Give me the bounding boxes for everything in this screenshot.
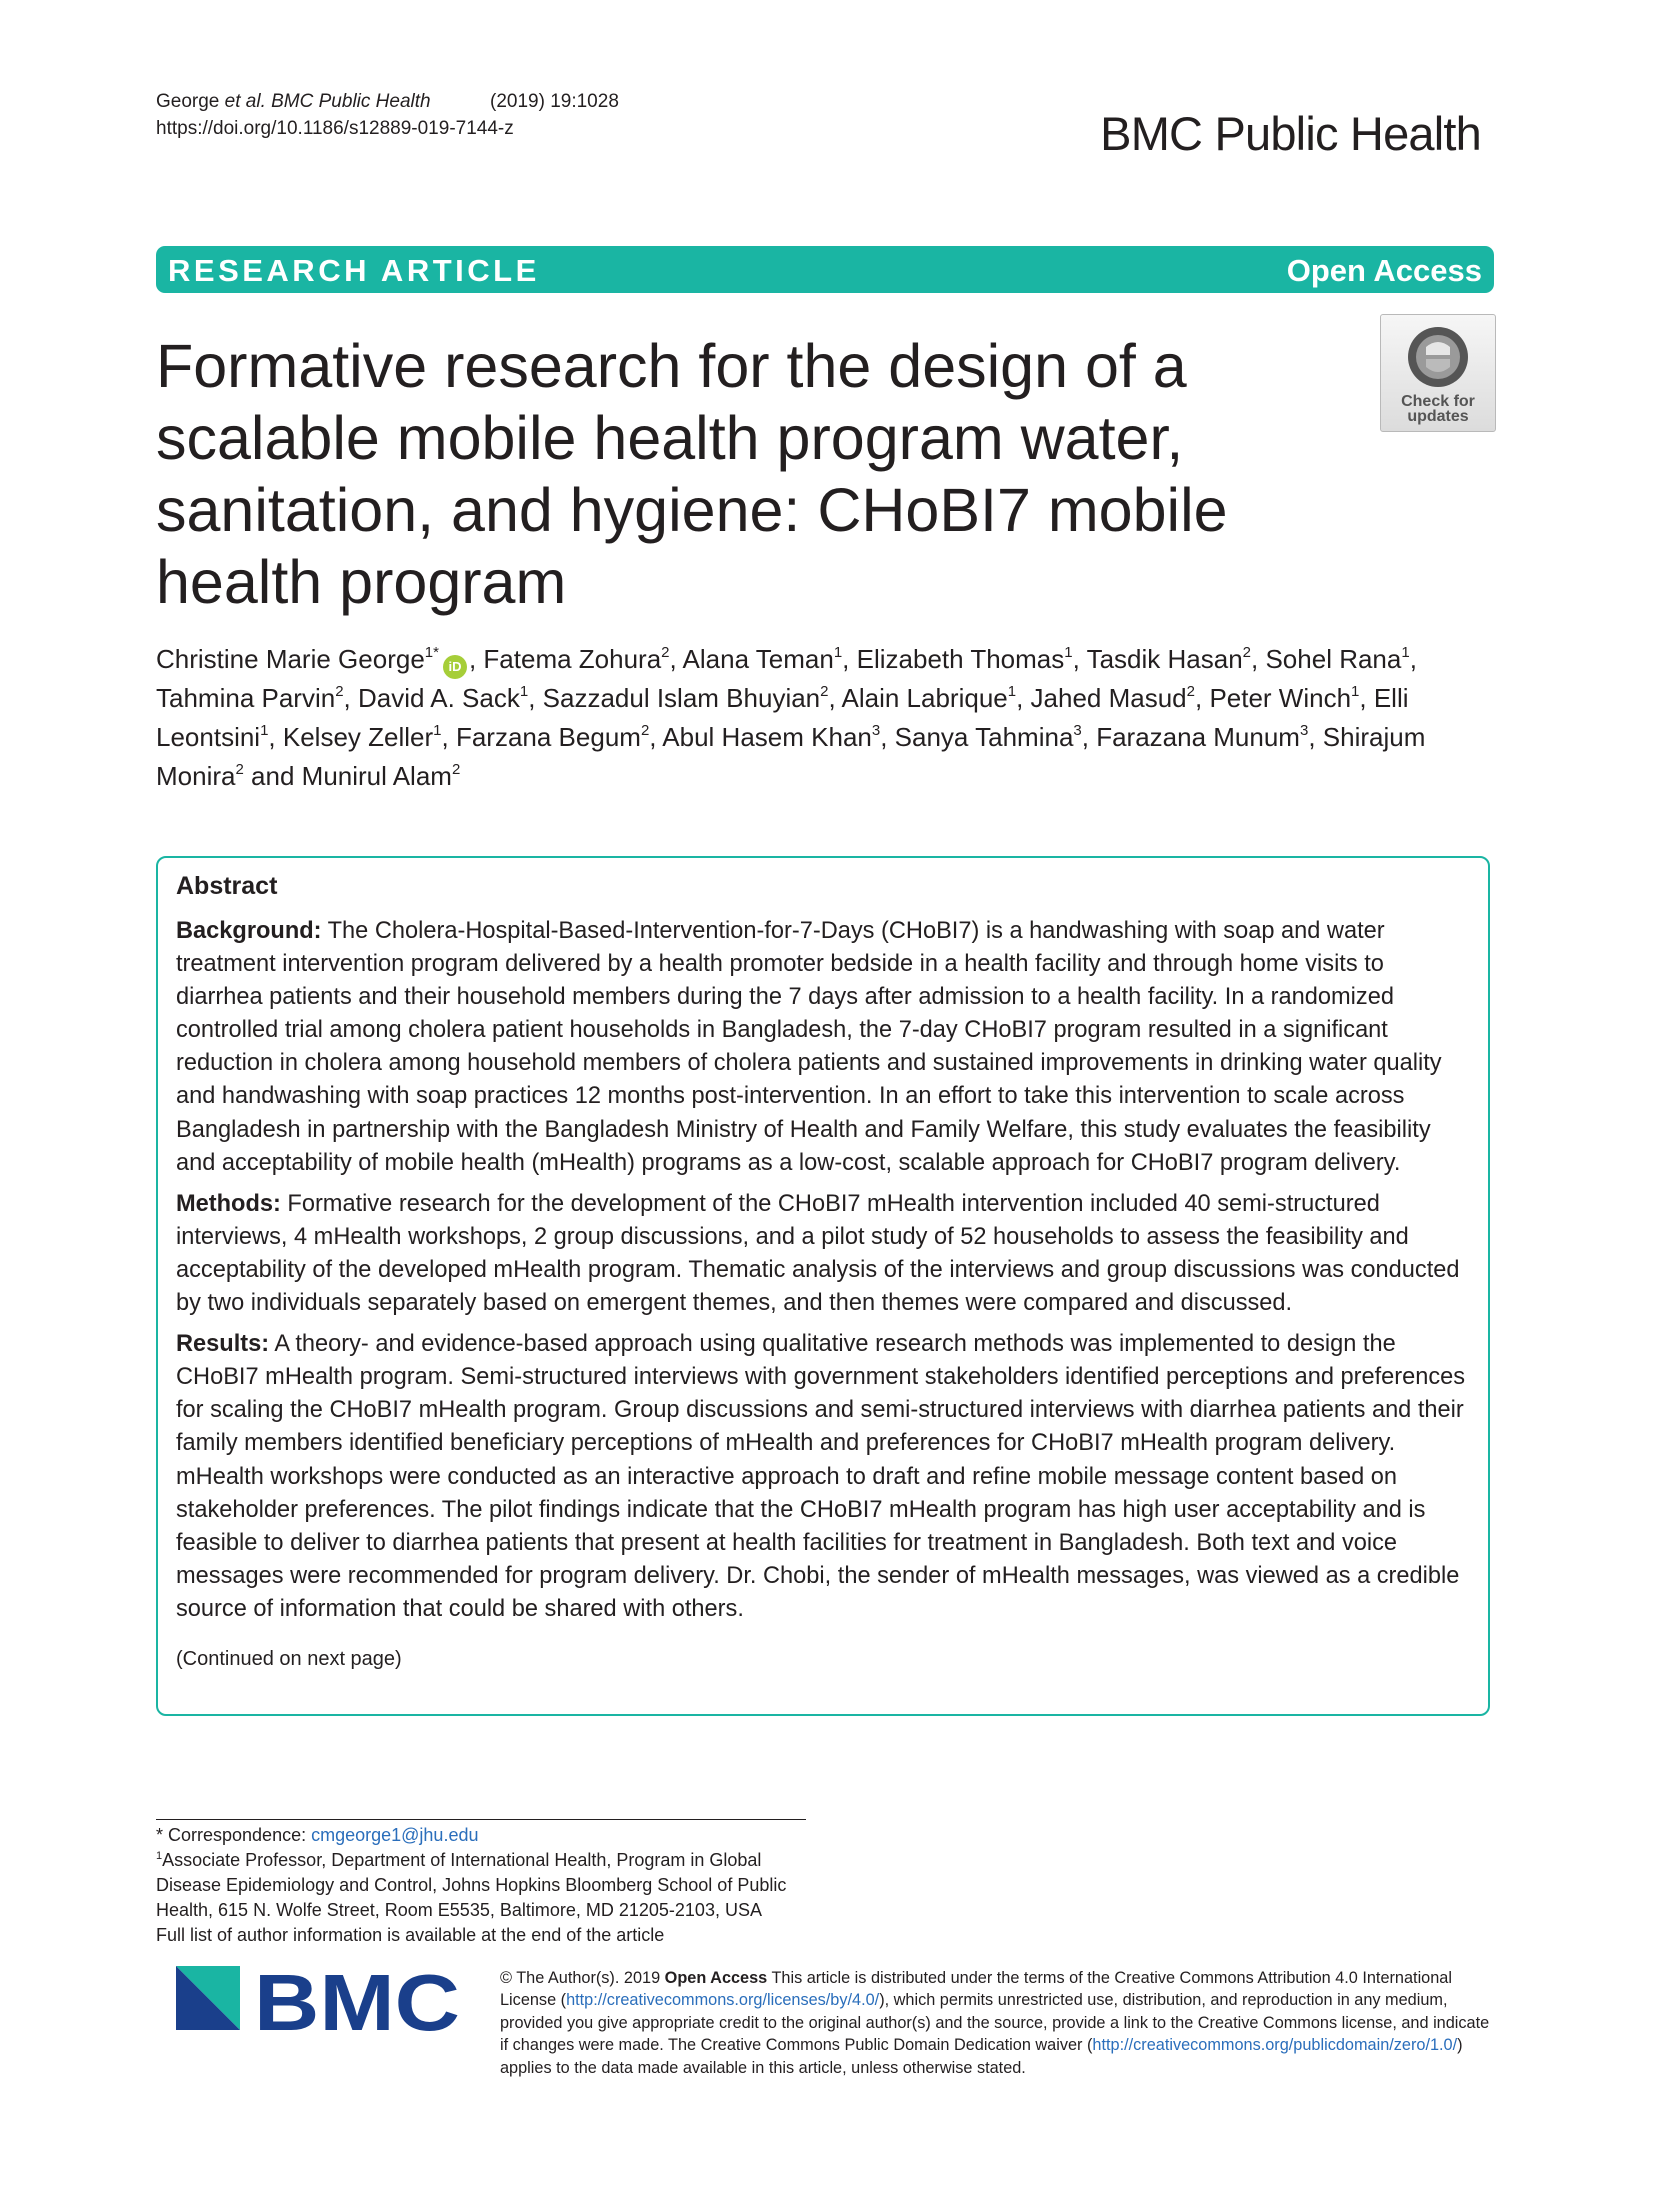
author-name[interactable]: Alain Labrique bbox=[841, 683, 1008, 713]
author-name[interactable]: Farzana Begum bbox=[455, 722, 641, 752]
results-label: Results: bbox=[176, 1331, 270, 1358]
author-entry bbox=[1209, 683, 1359, 713]
author-affiliation: 1 bbox=[1401, 644, 1410, 661]
license-text-3: ) applies to the data made available in this article, unless otherwise stated. bbox=[500, 2036, 1463, 2077]
bmc-logo-graphic bbox=[176, 1966, 464, 2040]
license-url-zero[interactable]: http://creativecommons.org/publicdomain/zero/1.0/ bbox=[1092, 2036, 1458, 2055]
author-name[interactable]: Peter Winch bbox=[1209, 683, 1352, 713]
author-name[interactable]: Christine Marie George bbox=[156, 644, 425, 674]
author-separator: and bbox=[243, 761, 302, 791]
author-name[interactable]: Sohel Rana bbox=[1265, 644, 1402, 674]
author-entry bbox=[358, 683, 528, 713]
author-name[interactable]: Elizabeth Thomas bbox=[856, 644, 1065, 674]
author-separator: , bbox=[1016, 683, 1031, 713]
crossmark-line-1: Check for bbox=[1401, 393, 1475, 410]
citation-author: George bbox=[156, 91, 225, 112]
author-separator: , bbox=[1081, 722, 1097, 752]
author-affiliation: 1 bbox=[1351, 683, 1360, 700]
author-entry bbox=[302, 761, 461, 791]
author-affiliation: 2 bbox=[1186, 683, 1195, 700]
open-access-label: Open Access bbox=[1286, 253, 1482, 288]
author-affiliation: 2 bbox=[451, 761, 461, 778]
license-statement bbox=[500, 1967, 1500, 2079]
author-affiliation: 1 bbox=[833, 644, 843, 661]
journal-name: BMC Public Health bbox=[1100, 107, 1481, 160]
correspondence-line bbox=[156, 1823, 816, 1848]
abstract-box bbox=[156, 856, 1490, 1716]
author-name[interactable]: Abul Hasem Khan bbox=[662, 722, 872, 752]
author-separator: , bbox=[842, 644, 857, 674]
author-separator: , bbox=[880, 722, 895, 752]
author-list bbox=[156, 640, 1486, 796]
author-separator: , bbox=[649, 722, 663, 752]
author-name[interactable]: Sanya Tahmina bbox=[894, 722, 1074, 752]
author-name[interactable]: Tasdik Hasan bbox=[1086, 644, 1243, 674]
article-type-label: RESEARCH ARTICLE bbox=[168, 253, 540, 288]
author-separator: , bbox=[1072, 644, 1087, 674]
article-title: Formative research for the design of a scalable mobile health program water, sanitation, and hygiene: CHoBI7 mobile health program bbox=[156, 332, 1228, 616]
author-entry bbox=[895, 722, 1082, 752]
author-entry bbox=[1031, 683, 1195, 713]
author-name[interactable]: Jahed Masud bbox=[1030, 683, 1187, 713]
author-entry bbox=[662, 722, 880, 752]
author-name[interactable]: Tahmina Parvin bbox=[156, 683, 336, 713]
author-affiliation: 1 bbox=[1064, 644, 1073, 661]
bmc-logo bbox=[176, 1966, 464, 2040]
correspondence-label: * Correspondence: bbox=[156, 1825, 312, 1845]
author-affiliation: 3 bbox=[1299, 722, 1309, 739]
author-name[interactable]: Elli Leontsini bbox=[156, 683, 1409, 752]
author-name[interactable]: David A. Sack bbox=[358, 683, 520, 713]
author-separator: , bbox=[441, 722, 456, 752]
author-affiliation: 1 bbox=[433, 722, 442, 739]
author-affiliation: 1* bbox=[424, 644, 439, 661]
abstract-background bbox=[176, 915, 1476, 1180]
author-separator: , bbox=[1194, 683, 1210, 713]
license-prefix: © The Author(s). 2019 bbox=[500, 1969, 665, 1987]
author-separator: , bbox=[343, 683, 358, 713]
author-affiliation: 2 bbox=[335, 683, 344, 700]
citation-line bbox=[156, 88, 619, 115]
license-url-by[interactable]: http://creativecommons.org/licenses/by/4.0/ bbox=[566, 1991, 880, 2010]
author-affiliation: 1 bbox=[1007, 683, 1017, 700]
author-entry bbox=[156, 683, 344, 713]
author-separator: , bbox=[1308, 722, 1323, 752]
author-entry bbox=[483, 644, 669, 674]
author-entry bbox=[543, 683, 829, 713]
abstract-heading: Abstract bbox=[176, 872, 278, 900]
author-separator: , bbox=[1359, 683, 1374, 713]
author-separator: , bbox=[1251, 644, 1266, 674]
continued-note: (Continued on next page) bbox=[176, 1647, 402, 1670]
methods-text: Formative research for the development of the CHoBI7 mHealth intervention included 40 semi-structured interviews, 4 mHealth workshops, 2 group discussions, and a pilot study of 52 households to assess the feasibility and acceptability of the developed mHealth program. Thematic analysis of the interviews and group discussions was conducted by two individuals separately based on emergent themes, and then themes were compared and discussed. bbox=[176, 1190, 1460, 1317]
author-name[interactable]: Munirul Alam bbox=[301, 761, 452, 791]
author-affiliation: 2 bbox=[1242, 644, 1252, 661]
author-entry bbox=[1087, 644, 1251, 674]
author-name[interactable]: Kelsey Zeller bbox=[282, 722, 434, 752]
correspondence-footnote bbox=[156, 1823, 816, 1948]
author-affiliation: 2 bbox=[820, 683, 829, 700]
author-name[interactable]: Alana Teman bbox=[682, 644, 834, 674]
results-text: A theory- and evidence-based approach using qualitative research methods was implemented to design the CHoBI7 mHealth program. Semi-structured interviews with government stakeholders identified perceptions and preferences for scaling the CHoBI7 mHealth program. Group discussions and semi-structured interviews with diarrhea patients and their family members identified beneficiary perceptions of mHealth and preferences for CHoBI7 mHealth program delivery. mHealth workshops were conducted as an interactive approach to draft and refine mobile message content based on stakeholder preferences. The pilot findings indicate that the CHoBI7 mHealth program has high user acceptability and is feasible to deliver to diarrhea patients that present at health facilities for treatment in Bangladesh. Both text and voice messages were recommended for program delivery. Dr. Chobi, the sender of mHealth messages, was viewed as a credible source of information that could be shared with others. bbox=[176, 1331, 1466, 1622]
abstract-methods bbox=[176, 1188, 1476, 1320]
abstract-content bbox=[176, 872, 1476, 1671]
article-citation bbox=[156, 88, 619, 142]
author-entry bbox=[683, 644, 843, 674]
methods-label: Methods: bbox=[176, 1190, 281, 1217]
author-name[interactable]: Fatema Zohura bbox=[483, 644, 662, 674]
author-entry bbox=[842, 683, 1017, 713]
author-entry bbox=[857, 644, 1073, 674]
affiliation-number: 1 bbox=[156, 1850, 163, 1862]
author-entry bbox=[456, 722, 649, 752]
author-entry bbox=[283, 722, 442, 752]
doi-link[interactable]: https://doi.org/10.1186/s12889-019-7144-z bbox=[156, 118, 514, 139]
correspondence-email[interactable]: cmgeorge1@jhu.edu bbox=[311, 1825, 479, 1845]
full-author-info-note: Full list of author information is available at the end of the article bbox=[156, 1925, 665, 1945]
author-entry bbox=[1096, 722, 1308, 752]
author-separator: , bbox=[828, 683, 842, 713]
license-open-access: Open Access bbox=[664, 1969, 768, 1987]
author-affiliation: 2 bbox=[235, 761, 244, 778]
author-entry bbox=[1265, 644, 1409, 674]
author-entry bbox=[156, 644, 469, 674]
background-text: The Cholera-Hospital-Based-Intervention-for-7-Days (CHoBI7) is a handwashing with soap and water treatment intervention program delivered by a health promoter bedside in a health facility and through home visits to diarrhea patients and their household members during the 7 days after admission to a health facility. In a randomized controlled trial among cholera patient households in Bangladesh, the 7-day CHoBI7 program resulted in a significant reduction in cholera among household members of cholera patients and sustained improvements in drinking water quality and handwashing with soap practices 12 months post-intervention. In an effort to take this intervention to scale across Bangladesh in partnership with the Bangladesh Ministry of Health and Family Welfare, this study evaluates the feasibility and acceptability of mobile health (mHealth) programs as a low-cost, scalable approach for CHoBI7 program delivery. bbox=[176, 918, 1442, 1176]
author-separator: , bbox=[268, 722, 283, 752]
author-separator: , bbox=[468, 644, 484, 674]
author-affiliation: 2 bbox=[661, 644, 670, 661]
author-affiliation: 2 bbox=[640, 722, 650, 739]
license-text-2: ), which permits unrestricted use, distribution, and reproduction in any medium, provided you give appropriate credit to the original author(s) and the source, provide a link to the Creative Commons license, and indicate if changes were made. The Creative Commons Public Domain Dedication waiver ( bbox=[500, 1991, 1490, 2055]
crossmark-text bbox=[1381, 394, 1495, 424]
author-name[interactable]: Shirajum Monira bbox=[156, 722, 1426, 791]
author-affiliation: 3 bbox=[1073, 722, 1082, 739]
author-name[interactable]: Farazana Munum bbox=[1096, 722, 1300, 752]
citation-journal: BMC Public Health bbox=[265, 91, 431, 112]
orcid-icon[interactable]: iD bbox=[443, 655, 467, 679]
affiliation-note bbox=[156, 1848, 816, 1923]
author-affiliation: 3 bbox=[871, 722, 881, 739]
affiliation-text: Associate Professor, Department of International Health, Program in Global Disease Epidemiology and Control, Johns Hopkins Bloomberg School of Public Health, 615 N. Wolfe Street, Room E5535, Baltimore, MD 21205-2103, USA bbox=[156, 1850, 787, 1920]
author-separator: , bbox=[528, 683, 543, 713]
footnote-rule bbox=[156, 1819, 806, 1820]
author-affiliation: 1 bbox=[519, 683, 529, 700]
author-name[interactable]: Sazzadul Islam Bhuyian bbox=[542, 683, 821, 713]
background-label: Background: bbox=[176, 918, 322, 944]
article-type-banner bbox=[156, 246, 1494, 293]
citation-year: (2019) 19:1028 bbox=[490, 91, 619, 112]
crossmark-line-2: updates bbox=[1407, 408, 1469, 425]
bmc-logo-text: BMC bbox=[254, 1966, 460, 2040]
author-separator: , bbox=[669, 644, 683, 674]
check-for-updates-badge[interactable] bbox=[1380, 314, 1496, 432]
license-text-1: This article is distributed under the terms of the Creative Commons Attribution 4.0 International License ( bbox=[500, 1969, 1452, 2010]
crossmark-icon bbox=[1381, 325, 1495, 394]
abstract-results bbox=[176, 1328, 1476, 1626]
author-separator: , bbox=[1409, 644, 1417, 674]
citation-etal: et al. bbox=[224, 91, 266, 112]
author-affiliation: 1 bbox=[260, 722, 269, 739]
